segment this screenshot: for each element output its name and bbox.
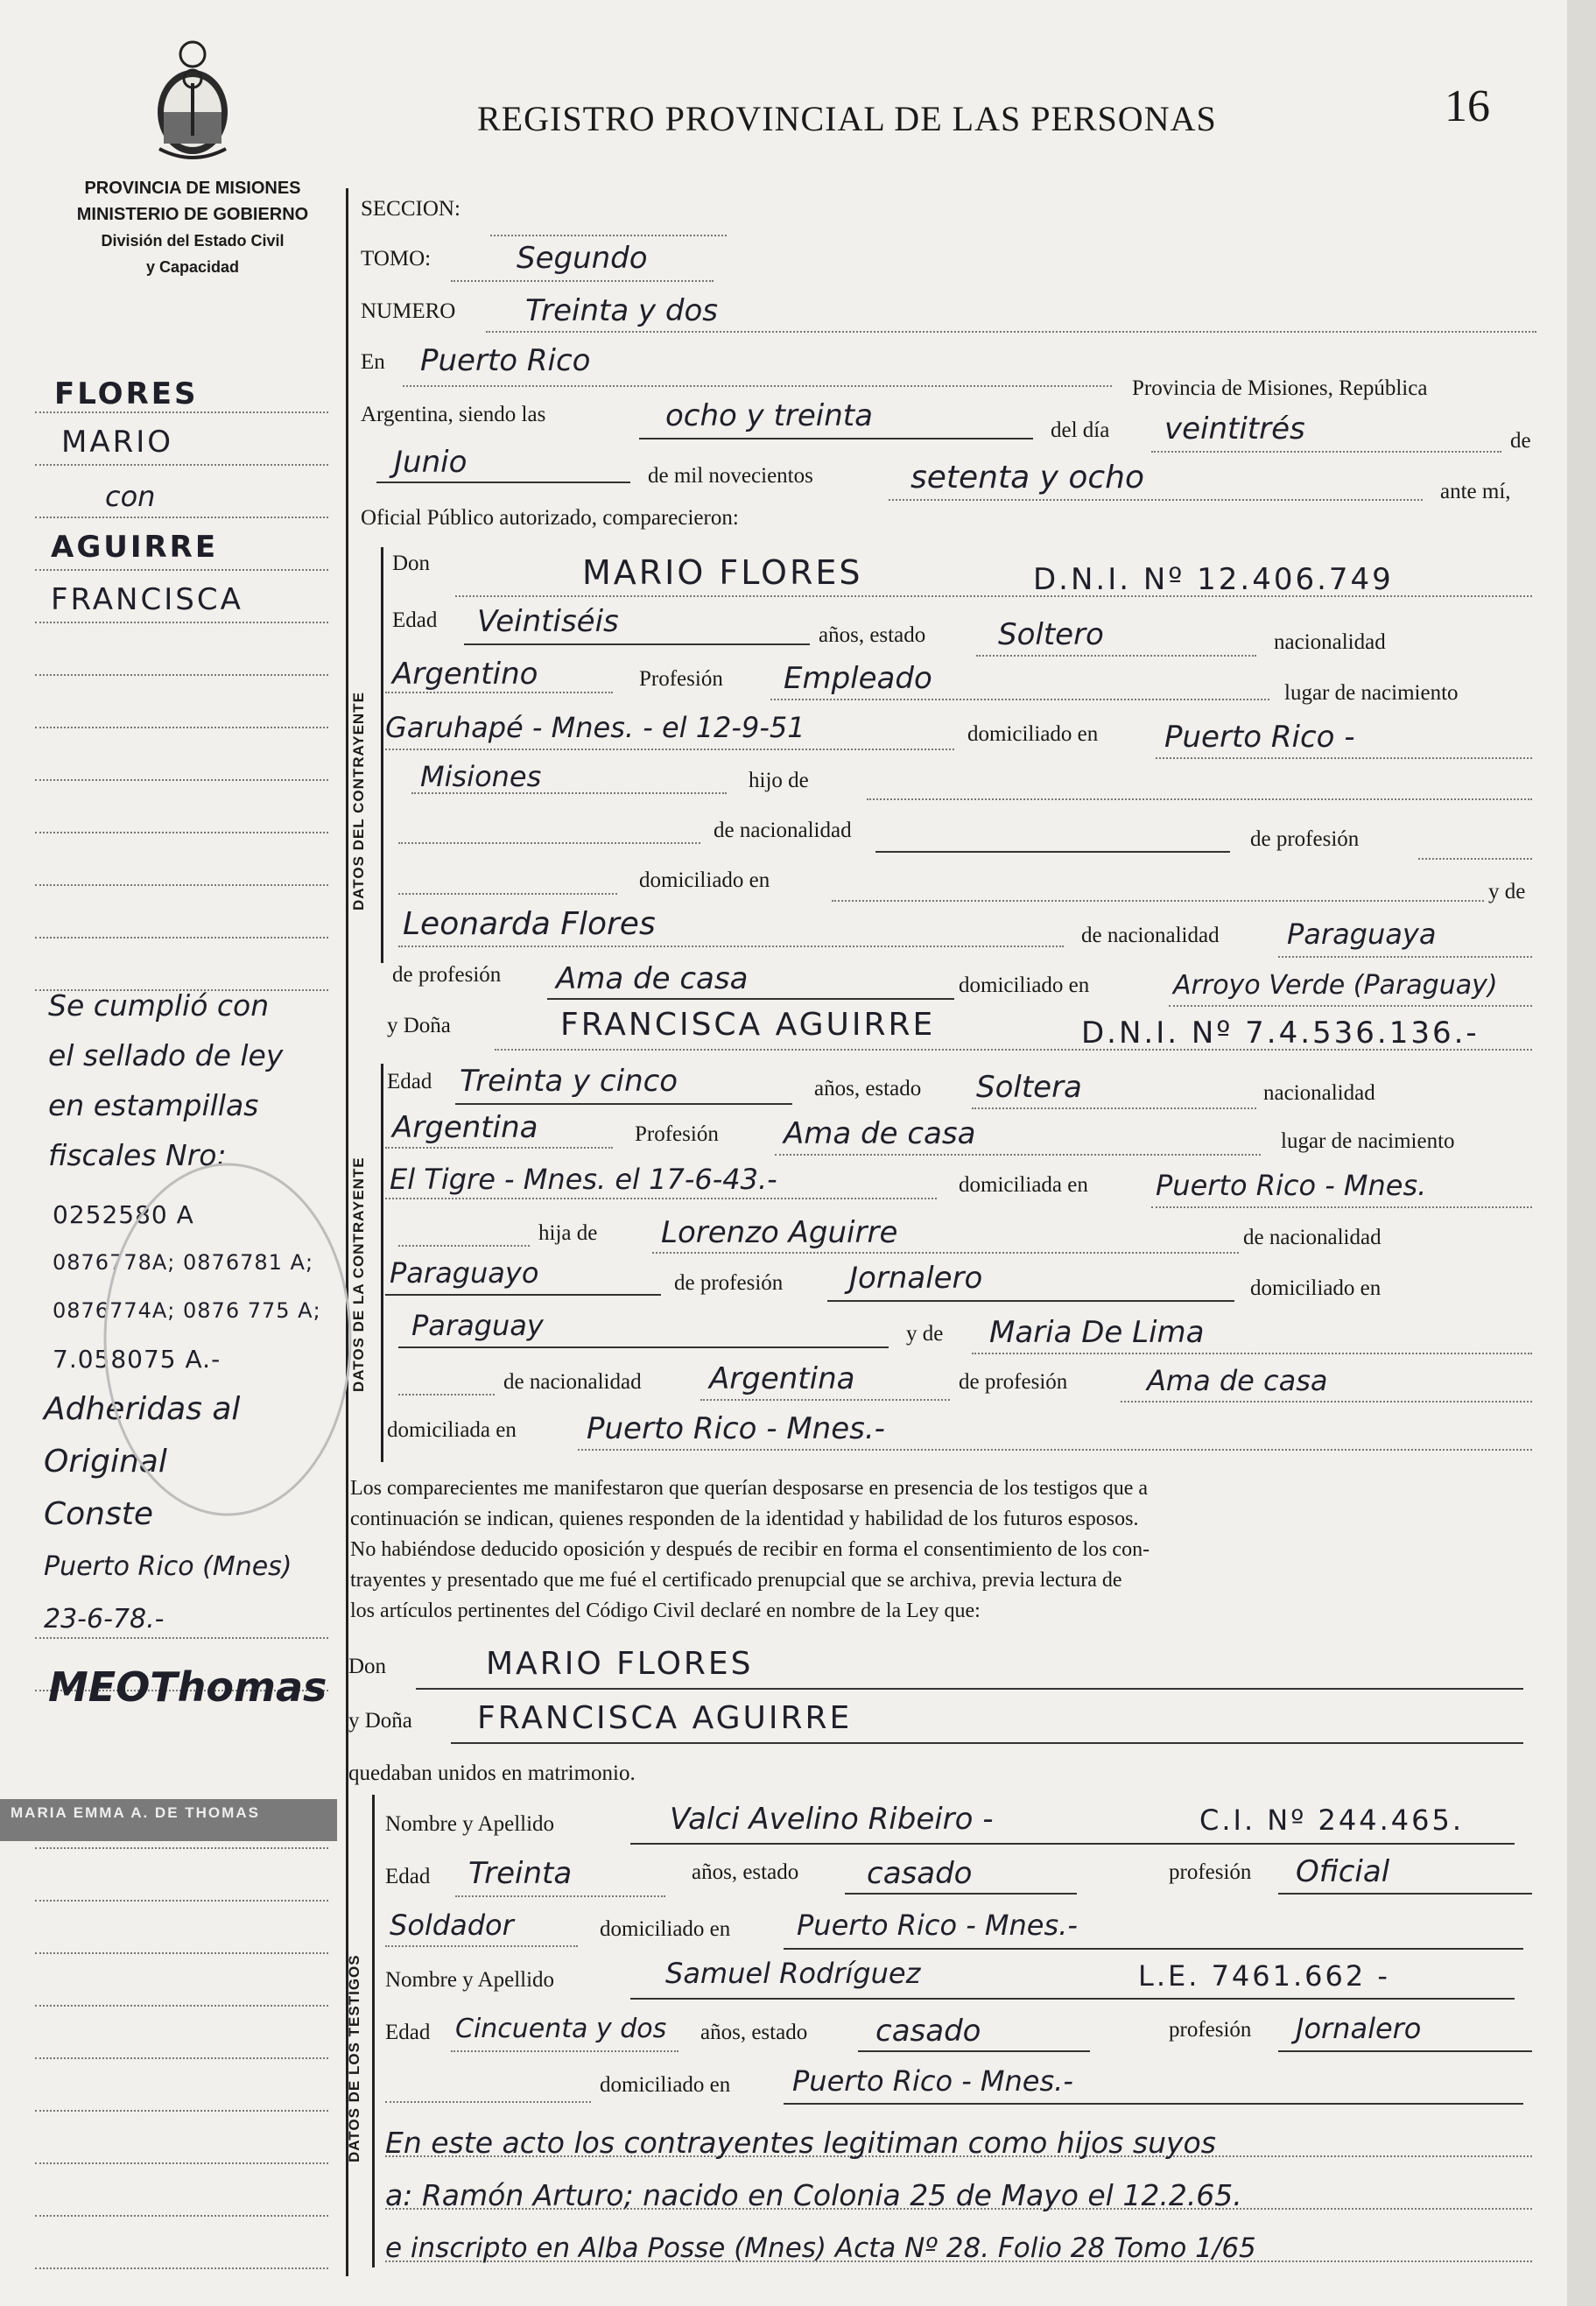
value-witness1-dom: Puerto Rico - Mnes.- xyxy=(797,1909,1078,1942)
label-y-dona: y Doña xyxy=(387,1014,451,1037)
side-label-contrayente-f: DATOS DE LA CONTRAYENTE xyxy=(350,1157,367,1392)
label-anos-estado-t1: años, estado xyxy=(692,1860,799,1884)
value-groom-estado: Soltero xyxy=(998,617,1104,652)
value-bride-father-dom: Paraguay xyxy=(411,1309,544,1342)
section-divider xyxy=(381,547,383,963)
value-groom-name: MARIO FLORES xyxy=(582,553,863,592)
label-de-profesion-2: de profesión xyxy=(392,963,502,987)
value-bride-name: FRANCISCA AGUIRRE xyxy=(560,1007,936,1043)
office-line: PROVINCIA DE MISIONES xyxy=(84,179,301,198)
margin-note-line: en estampillas xyxy=(48,1088,259,1122)
margin-note-line: Conste xyxy=(44,1496,153,1532)
margin-notes xyxy=(48,981,283,1180)
legitimation-note-line: En este acto los contrayentes legitiman como hijos suyos xyxy=(385,2126,1216,2160)
value-lugar: Puerto Rico xyxy=(420,343,591,378)
page-title: REGISTRO PROVINCIAL DE LAS PERSONAS xyxy=(477,99,1217,138)
value-groom-age: Veintiséis xyxy=(477,604,619,639)
label-edad-f: Edad xyxy=(387,1070,432,1093)
page-number: 16 xyxy=(1445,81,1490,131)
value-groom-prof: Empleado xyxy=(784,661,932,696)
seal-stamp-icon xyxy=(96,1156,359,1523)
label-domiciliado-t1: domiciliado en xyxy=(600,1917,731,1941)
label-en: En xyxy=(361,350,385,374)
value-bride-mother-dom: Puerto Rico - Mnes.- xyxy=(587,1411,885,1446)
value-bride-age: Treinta y cinco xyxy=(460,1064,678,1099)
side-label-testigos: DATOS DE LOS TESTIGOS xyxy=(346,1954,362,2162)
stamp-number: 7.058075 A.- xyxy=(53,1345,221,1374)
paragraph-line: continuación se indican, quienes responden de la identidad y habilidad de los futuros esposos. xyxy=(350,1508,1139,1530)
label-lugar-nac: lugar de nacimiento xyxy=(1284,681,1459,705)
legitimation-note-line: a: Ramón Arturo; nacido en Colonia 25 de Mayo el 12.2.65. xyxy=(385,2178,1242,2212)
value-dia: veintitrés xyxy=(1164,411,1305,446)
label-hijo-de: hijo de xyxy=(749,769,809,792)
margin-name-2: FRANCISCA xyxy=(51,582,243,617)
value-bride-final: FRANCISCA AGUIRRE xyxy=(477,1700,853,1736)
section-divider xyxy=(372,1795,375,2267)
value-witness1-prof-2: Soldador xyxy=(390,1909,514,1942)
office-line: MINISTERIO DE GOBIERNO xyxy=(76,205,309,224)
paragraph-line: No habiéndose deducido oposición y después de recibir en forma el consentimiento de los con- xyxy=(350,1538,1150,1561)
paragraph-line: trayentes y presentado que me fué el certificado prenupcial que se archiva, previa lectura de xyxy=(350,1569,1122,1592)
section-divider xyxy=(381,1064,383,1462)
value-bride-dom: Puerto Rico - Mnes. xyxy=(1156,1169,1427,1202)
value-witness1-estado: casado xyxy=(867,1856,973,1891)
label-de-mil: de mil novecientos xyxy=(648,464,813,488)
office-block xyxy=(53,175,333,280)
label-anos-estado-t2: años, estado xyxy=(700,2021,808,2044)
label-domiciliado: domiciliado en xyxy=(967,722,1099,746)
label-profesion-t1: profesión xyxy=(1169,1860,1252,1884)
value-groom-birthplace: Garuhapé - Mnes. - el 12-9-51 xyxy=(385,711,805,744)
label-don: Don xyxy=(392,552,431,575)
value-witness1-age: Treinta xyxy=(468,1856,573,1891)
office-line: y Capacidad xyxy=(145,258,240,276)
value-anio: setenta y ocho xyxy=(910,460,1145,496)
value-bride-mother-prof: Ama de casa xyxy=(1147,1364,1328,1397)
label-y-de: y de xyxy=(1488,880,1526,903)
declaration-paragraph xyxy=(350,1473,1150,1627)
value-witness1-name: Valci Avelino Ribeiro - xyxy=(670,1802,994,1837)
official-signature: MEOThomas xyxy=(48,1663,327,1711)
label-de: de xyxy=(1510,429,1531,453)
value-groom-mother-dom: Arroyo Verde (Paraguay) xyxy=(1173,970,1498,1001)
label-nombre-apellido-2: Nombre y Apellido xyxy=(385,1968,555,1992)
margin-note-line: Original xyxy=(44,1444,167,1480)
official-stamp-text: MARIA EMMA A. DE THOMAS xyxy=(11,1804,260,1821)
label-domiciliado-3: domiciliado en xyxy=(959,974,1090,997)
value-bride-father: Lorenzo Aguirre xyxy=(661,1215,898,1250)
margin-name: MARIO xyxy=(61,425,174,460)
label-don-final: Don xyxy=(348,1655,387,1678)
label-nacionalidad: nacionalidad xyxy=(1274,630,1386,654)
value-witness2-dom: Puerto Rico - Mnes.- xyxy=(792,2064,1073,2098)
label-provincia: Provincia de Misiones, República xyxy=(1132,376,1428,400)
value-groom-dni: D.N.I. Nº 12.406.749 xyxy=(1033,562,1394,597)
value-witness2-estado: casado xyxy=(875,2014,981,2049)
margin-note-line: 23-6-78.- xyxy=(44,1604,165,1635)
label-de-nacionalidad-2: de nacionalidad xyxy=(1081,924,1220,947)
value-groom-mother: Leonarda Flores xyxy=(403,906,656,942)
label-profesion-f: Profesión xyxy=(635,1122,719,1146)
value-witness1-ci: C.I. Nº 244.465. xyxy=(1199,1803,1464,1837)
label-edad-t2: Edad xyxy=(385,2021,431,2044)
legitimation-note xyxy=(385,2117,1256,2274)
label-hija-de: hija de xyxy=(538,1221,598,1245)
value-bride-birthplace: El Tigre - Mnes. el 17-6-43.- xyxy=(390,1163,777,1196)
label-oficial: Oficial Público autorizado, comparecieron: xyxy=(361,506,739,530)
value-hora: ocho y treinta xyxy=(665,398,873,433)
value-bride-father-nac: Paraguayo xyxy=(390,1256,539,1290)
label-de-nacionalidad: de nacionalidad xyxy=(714,819,852,842)
label-de-nacionalidad-f: de nacionalidad xyxy=(1243,1226,1382,1249)
label-de-nacionalidad-f2: de nacionalidad xyxy=(503,1370,642,1394)
label-anos-estado-f: años, estado xyxy=(814,1077,922,1100)
stamp-number: 0252580 A xyxy=(53,1200,194,1229)
page-edge xyxy=(1567,0,1596,2306)
value-bride-mother-nac: Argentina xyxy=(709,1361,855,1396)
label-argentina: Argentina, siendo las xyxy=(361,403,546,426)
label-seccion: SECCION: xyxy=(361,197,461,221)
label-dona-final: y Doña xyxy=(348,1709,412,1733)
value-groom-nac: Argentino xyxy=(392,657,538,692)
stamp-number: 0876774A; 0876 775 A; xyxy=(53,1298,321,1323)
value-bride-nac: Argentina xyxy=(392,1110,538,1145)
official-stamp xyxy=(0,1799,337,1841)
label-profesion-t2: profesión xyxy=(1169,2018,1252,2042)
value-witness2-le: L.E. 7461.662 - xyxy=(1138,1959,1390,1993)
label-edad-t1: Edad xyxy=(385,1865,431,1888)
label-edad: Edad xyxy=(392,608,438,632)
value-groom-dom-2: Misiones xyxy=(420,760,542,793)
label-del-dia: del día xyxy=(1051,418,1110,442)
margin-note-line: Puerto Rico (Mnes) xyxy=(44,1551,292,1582)
label-nombre-apellido-1: Nombre y Apellido xyxy=(385,1812,555,1836)
paragraph-line: los artículos pertinentes del Código Civil declaré en nombre de la Ley que: xyxy=(350,1599,981,1622)
value-witness1-prof: Oficial xyxy=(1296,1854,1390,1889)
label-y-de-f: y de xyxy=(906,1322,944,1346)
label-numero: NUMERO xyxy=(361,299,456,323)
label-de-profesion-f: de profesión xyxy=(674,1271,784,1295)
label-domiciliado-2: domiciliado en xyxy=(639,868,770,892)
value-bride-prof: Ama de casa xyxy=(784,1116,976,1151)
legitimation-note-line: e inscripto en Alba Posse (Mnes) Acta Nº 28. Folio 28 Tomo 1/65 xyxy=(385,2232,1256,2264)
label-profesion: Profesión xyxy=(639,667,723,691)
label-ante-mi: ante mí, xyxy=(1440,480,1511,503)
margin-note-line: Adheridas al xyxy=(44,1391,241,1427)
value-witness2-age: Cincuenta y dos xyxy=(455,2014,667,2044)
margin-con: con xyxy=(105,480,156,513)
value-numero: Treinta y dos xyxy=(525,293,719,328)
value-tomo: Segundo xyxy=(517,241,648,276)
label-de-profesion: de profesión xyxy=(1250,827,1360,851)
label-domiciliada: domiciliada en xyxy=(959,1173,1088,1197)
coat-of-arms-icon xyxy=(140,35,245,166)
value-groom-mother-nac: Paraguaya xyxy=(1287,917,1437,951)
paragraph-line: Los comparecientes me manifestaron que querían desposarse en presencia de los testigos que a xyxy=(350,1477,1149,1500)
label-lugar-nac-f: lugar de nacimiento xyxy=(1281,1129,1455,1153)
value-witness2-name: Samuel Rodríguez xyxy=(665,1957,921,1990)
side-label-contrayente: DATOS DEL CONTRAYENTE xyxy=(350,692,367,910)
stamp-number: 0876778A; 0876781 A; xyxy=(53,1250,314,1275)
value-groom-final: MARIO FLORES xyxy=(486,1646,754,1682)
margin-note-line: fiscales Nro: xyxy=(48,1138,227,1172)
value-bride-mother: Maria De Lima xyxy=(989,1315,1205,1350)
margin-surname: FLORES xyxy=(54,376,199,411)
value-bride-father-prof: Jornalero xyxy=(849,1261,983,1296)
label-domiciliada-2: domiciliada en xyxy=(387,1418,517,1442)
label-quedaban: quedaban unidos en matrimonio. xyxy=(348,1761,636,1785)
label-nacionalidad-f: nacionalidad xyxy=(1263,1081,1375,1105)
margin-note-line: Se cumplió con xyxy=(48,988,270,1023)
label-domiciliado-f: domiciliado en xyxy=(1250,1276,1382,1300)
office-line: División del Estado Civil xyxy=(101,232,285,250)
value-groom-mother-prof: Ama de casa xyxy=(556,961,749,996)
value-mes: Junio xyxy=(394,445,468,480)
label-tomo: TOMO: xyxy=(361,247,432,271)
value-groom-dom: Puerto Rico - xyxy=(1164,720,1355,755)
label-anos-estado: años, estado xyxy=(819,623,926,647)
margin-surname-2: AGUIRRE xyxy=(51,530,219,565)
margin-note-line: el sellado de ley xyxy=(48,1038,284,1072)
value-bride-dni: D.N.I. Nº 7.4.536.136.- xyxy=(1081,1016,1480,1051)
label-domiciliado-t2: domiciliado en xyxy=(600,2073,731,2097)
label-de-profesion-f2: de profesión xyxy=(959,1370,1068,1394)
value-witness2-prof: Jornalero xyxy=(1296,2012,1422,2045)
value-bride-estado: Soltera xyxy=(976,1070,1082,1105)
